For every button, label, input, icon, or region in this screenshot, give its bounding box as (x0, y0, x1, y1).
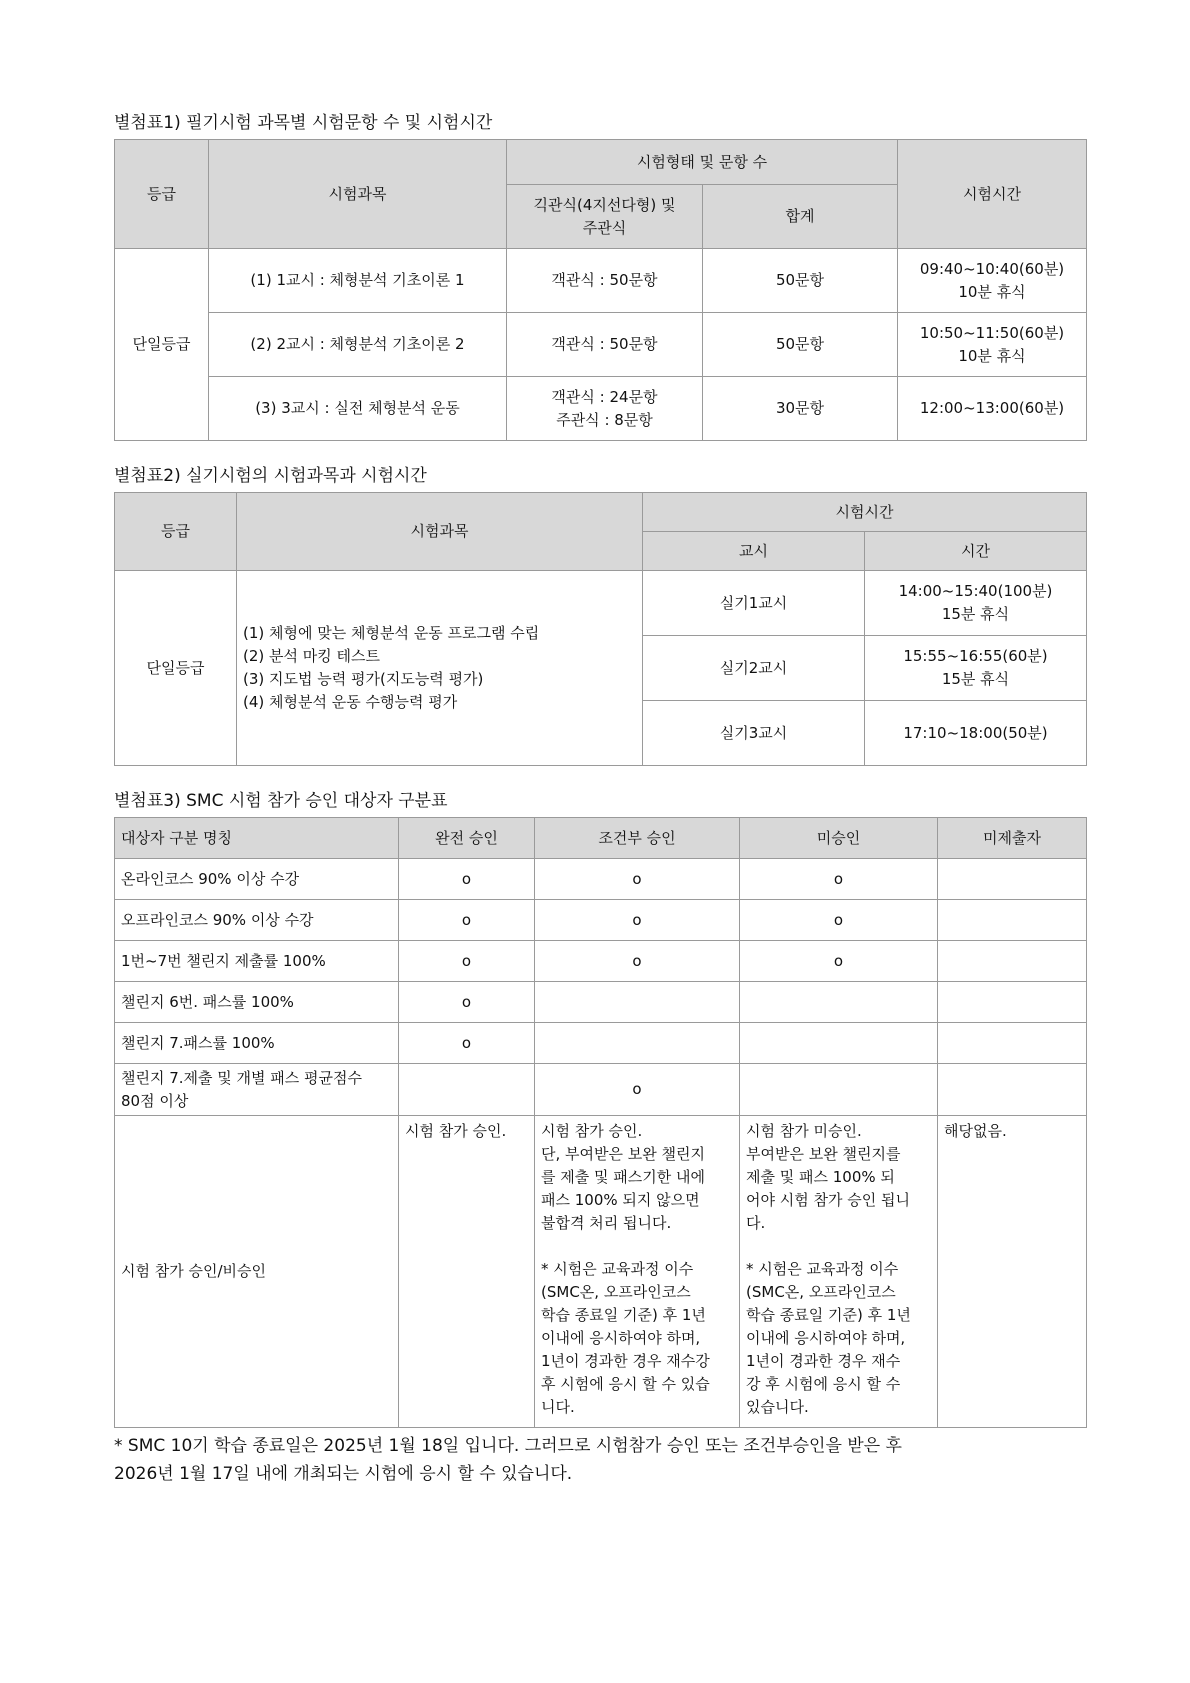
t1-header-total: 합계 (703, 185, 898, 249)
t1-header-grade: 등급 (115, 140, 209, 249)
t3-row-not: o (740, 900, 938, 941)
t1-header-form-group: 시험형태 및 문항 수 (507, 140, 898, 185)
table1 (114, 139, 1087, 441)
t1-row-form: 객관식 : 24문항 주관식 : 8문항 (507, 377, 703, 441)
t1-header-time: 시험시간 (898, 140, 1087, 249)
t3-row-conditional (535, 1023, 740, 1064)
t3-approval-conditional: 시험 참가 승인. 단, 부여받은 보완 챌린지 를 제출 및 패스기한 내에 패스 100% 되지 않으면 불합격 처리 됩니다. * 시험은 교육과정 이수 (SMC온, 오프라인코스 학습 종료일 기준) 후 1년 이내에 응시하여야 하며, 1년이 경과한 경우 재수강 후 시험에 응시 할 수 있습 니다. (535, 1116, 740, 1428)
t2-row-time: 15:55~16:55(60분) 15분 휴식 (865, 636, 1087, 701)
t1-row-time: 10:50~11:50(60분) 10분 휴식 (898, 313, 1087, 377)
t3-row-full: o (399, 900, 535, 941)
footnote: * SMC 10기 학습 종료일은 2025년 1월 18일 입니다. 그러므로 시험참가 승인 또는 조건부승인을 받은 후 2026년 1월 17일 내에 개최되는 시험에 응시 할 수 있습니다. (114, 1436, 902, 1484)
t3-row-name: 온라인코스 90% 이상 수강 (115, 859, 399, 900)
t1-header-form: 긱관식(4지선다형) 및 주관식 (507, 185, 703, 249)
t3-approval-not: 시험 참가 미승인. 부여받은 보완 챌린지를 제출 및 패스 100% 되 어야 시험 참가 승인 됩니 다. * 시험은 교육과정 이수 (SMC온, 오프라인코스 학습 종료일 기준) 후 1년 이내에 응시하여야 하며, 1년이 경과한 경우 재수 강 후 시험에 응시 할 수 있습니다. (740, 1116, 938, 1428)
t3-row-unsubmitted (938, 859, 1087, 900)
t3-row-not: o (740, 941, 938, 982)
t3-row-full: o (399, 982, 535, 1023)
t1-row-form: 객관식 : 50문항 (507, 249, 703, 313)
t3-row-conditional (535, 982, 740, 1023)
t3-row-unsubmitted (938, 982, 1087, 1023)
t3-row-unsubmitted (938, 1023, 1087, 1064)
t2-row-period: 실기3교시 (643, 701, 865, 766)
t2-header-time-group: 시험시간 (643, 493, 1087, 532)
t3-row-full: o (399, 1023, 535, 1064)
table3 (114, 817, 1087, 1428)
table1-caption: 별첨표1) 필기시험 과목별 시험문항 수 및 시험시간 (114, 113, 493, 133)
t2-header-grade: 등급 (115, 493, 237, 571)
t1-header-subject: 시험과목 (209, 140, 507, 249)
t1-row-total: 50문항 (703, 249, 898, 313)
t3-approval-full: 시험 참가 승인. (399, 1116, 535, 1428)
t3-header-full: 완전 승인 (399, 818, 535, 859)
t3-row-not (740, 1064, 938, 1116)
t2-row-period: 실기1교시 (643, 571, 865, 636)
table3-caption: 별첨표3) SMC 시험 참가 승인 대상자 구분표 (114, 791, 448, 811)
t3-approval-name: 시험 참가 승인/비승인 (115, 1116, 399, 1428)
t3-approval-unsubmitted: 해당없음. (938, 1116, 1087, 1428)
t1-row-time: 09:40~10:40(60분) 10분 휴식 (898, 249, 1087, 313)
table2-caption: 별첨표2) 실기시험의 시험과목과 시험시간 (114, 466, 427, 486)
t2-subjects: (1) 체형에 맞는 체형분석 운동 프로그램 수립 (2) 분석 마킹 테스트 (3) 지도법 능력 평가(지도능력 평가) (4) 체형분석 운동 수행능력 평가 (237, 571, 643, 766)
t1-row-subject: (1) 1교시 : 체형분석 기초이론 1 (209, 249, 507, 313)
t3-row-name: 챌린지 7.제출 및 개별 패스 평균점수 80점 이상 (115, 1064, 399, 1116)
t3-row-conditional: o (535, 941, 740, 982)
t3-row-name: 오프라인코스 90% 이상 수강 (115, 900, 399, 941)
t3-row-full (399, 1064, 535, 1116)
t2-header-subject: 시험과목 (237, 493, 643, 571)
t3-row-unsubmitted (938, 900, 1087, 941)
t3-row-not (740, 1023, 938, 1064)
t2-row-time: 17:10~18:00(50분) (865, 701, 1087, 766)
t3-header-unsubmitted: 미제출자 (938, 818, 1087, 859)
t2-row-time: 14:00~15:40(100분) 15분 휴식 (865, 571, 1087, 636)
t2-header-time: 시간 (865, 532, 1087, 571)
t3-header-name: 대상자 구분 명칭 (115, 818, 399, 859)
t2-row-period: 실기2교시 (643, 636, 865, 701)
t3-row-conditional: o (535, 900, 740, 941)
t3-row-conditional: o (535, 859, 740, 900)
t3-header-conditional: 조건부 승인 (535, 818, 740, 859)
table2 (114, 492, 1087, 766)
t3-row-unsubmitted (938, 941, 1087, 982)
t3-row-name: 챌린지 6번. 패스률 100% (115, 982, 399, 1023)
t3-row-not (740, 982, 938, 1023)
t3-row-conditional: o (535, 1064, 740, 1116)
t3-row-name: 1번~7번 챌린지 제출률 100% (115, 941, 399, 982)
t1-row-time: 12:00~13:00(60분) (898, 377, 1087, 441)
t2-grade: 단일등급 (115, 571, 237, 766)
t3-row-not: o (740, 859, 938, 900)
t1-row-subject: (3) 3교시 : 실전 체형분석 운동 (209, 377, 507, 441)
t3-header-not: 미승인 (740, 818, 938, 859)
t1-row-total: 50문항 (703, 313, 898, 377)
t3-row-name: 챌린지 7.패스률 100% (115, 1023, 399, 1064)
t1-row-form: 객관식 : 50문항 (507, 313, 703, 377)
t1-grade: 단일등급 (115, 249, 209, 441)
t1-row-total: 30문항 (703, 377, 898, 441)
t3-row-full: o (399, 941, 535, 982)
t1-row-subject: (2) 2교시 : 체형분석 기초이론 2 (209, 313, 507, 377)
t3-row-full: o (399, 859, 535, 900)
t2-header-period: 교시 (643, 532, 865, 571)
t3-row-unsubmitted (938, 1064, 1087, 1116)
document-page (114, 112, 1086, 1488)
